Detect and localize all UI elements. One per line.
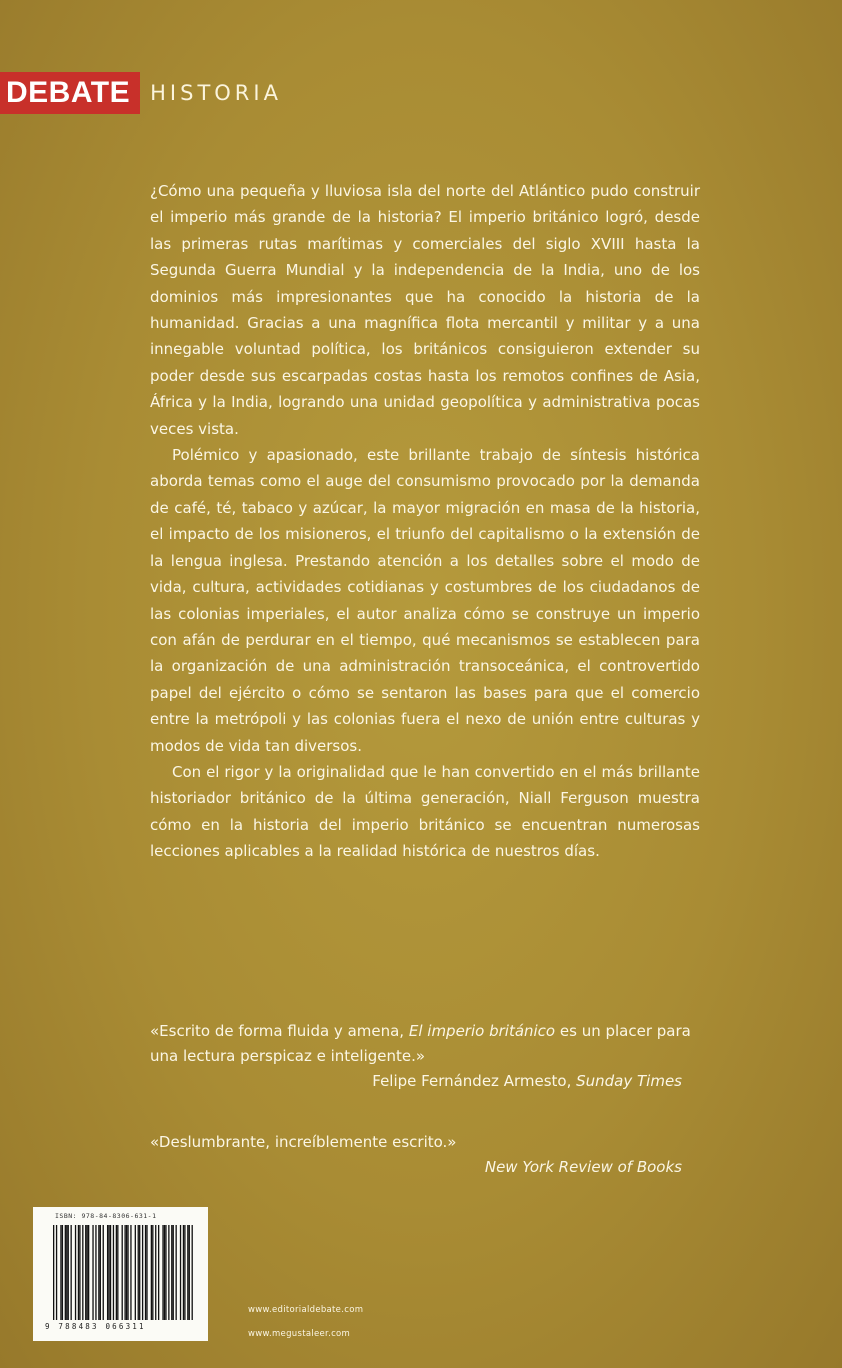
review-source-2: New York Review of Books — [484, 1158, 682, 1176]
blurb — [150, 178, 700, 865]
review-source-1: Felipe Fernández Armesto, Sunday Times — [372, 1072, 682, 1090]
url-megustaleer[interactable]: www.megustaleer.com — [248, 1329, 351, 1339]
isbn-label: ISBN: 978-84-8306-631-1 — [55, 1212, 157, 1220]
blurb-paragraph-2: Polémico y apasionado, este brillante trabajo de síntesis histórica aborda temas como el auge del consumismo provocado por la demanda de café, té, tabaco y azúcar, la mayor migración en masa de la historia, el impacto de los misioneros, el triunfo del capitalismo o la extensión de la lengua inglesa. Prestando atención a los detalles sobre el modo de vida, cultura, actividades cotidianas y costumbres de los ciudadanos de las colonias imperiales, el autor analiza cómo se construye un imperio con afán de perdurar en el tiempo, qué mecanismos se establecen para la organización de una administración transoceánica, el controvertido papel del ejército o cómo se sentaron las bases para que el comercio entre la metrópoli y las colonias fuera el nexo de unión entre culturas y modos de vida tan diversos. — [150, 446, 700, 755]
barcode — [33, 1207, 208, 1341]
review-quotes — [150, 1019, 700, 1180]
debate-logo: DEBATE — [0, 72, 140, 114]
barcode-digits: 9 788483 066311 — [45, 1322, 146, 1331]
publisher-urls — [248, 1298, 363, 1346]
review-quote-1: «Escrito de forma fluida y amena, El imperio británico es un placer para una lectura perspicaz e inteligente.» — [150, 1022, 691, 1065]
url-debate[interactable]: www.editorialdebate.com — [248, 1305, 364, 1315]
barcode-bars — [53, 1225, 193, 1320]
series-label: HISTORIA — [150, 81, 282, 105]
blurb-paragraph-1: ¿Cómo una pequeña y lluviosa isla del norte del Atlántico pudo construir el imperio más grande de la historia? El imperio británico logró, desde las primeras rutas marítimas y comerciales del siglo XVIII hasta la Segunda Guerra Mundial y la independencia de la India, uno de los dominios más impresionantes que ha conocido la historia de la humanidad. Gracias a una magnífica flota mercantil y militar y a una innegable voluntad política, los británicos consiguieron extender su poder desde sus escarpadas costas hasta los remotos confines de Asia, África y la India, logrando una unidad geopolítica y administrativa pocas veces vista. — [150, 182, 700, 438]
blurb-paragraph-3: Con el rigor y la originalidad que le han convertido en el más brillante historiador británico de la última generación, Niall Ferguson muestra cómo en la historia del imperio británico se encuentran numerosas lecciones aplicables a la realidad histórica de nuestros días. — [150, 762, 700, 861]
publisher-logo — [0, 72, 282, 114]
review-quote-2: «Deslumbrante, increíblemente escrito.» — [150, 1133, 457, 1151]
